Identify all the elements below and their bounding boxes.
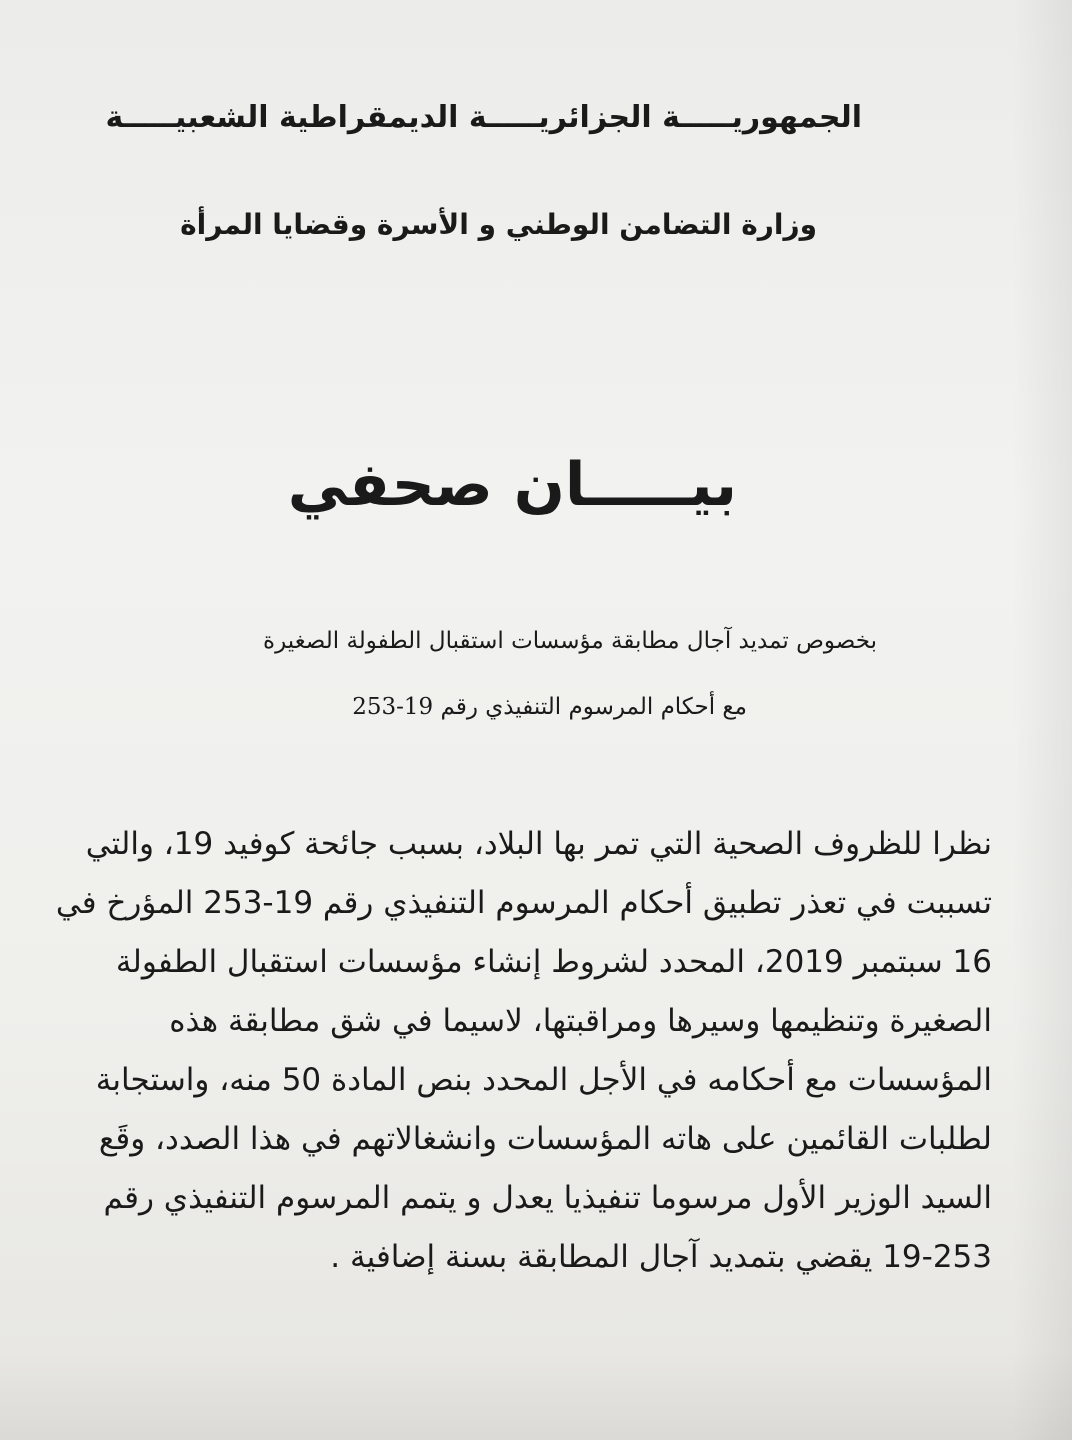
subject-line-1: بخصوص تمديد آجال مطابقة مؤسسات استقبال الطفولة الصغيرة bbox=[263, 628, 877, 654]
ministry-header: وزارة التضامن الوطني و الأسرة وقضايا المرأة bbox=[180, 208, 817, 241]
body-line: المؤسسات مع أحكامه في الأجل المحدد بنص المادة 50 منه، واستجابة bbox=[95, 1062, 992, 1098]
body-line: نظرا للظروف الصحية التي تمر بها البلاد، بسبب جائحة كوفيد 19، والتي bbox=[85, 826, 992, 862]
body-line: السيد الوزير الأول مرسوما تنفيذيا يعدل و يتمم المرسوم التنفيذي رقم bbox=[103, 1180, 992, 1216]
body-line: تسببت في تعذر تطبيق أحكام المرسوم التنفيذي رقم 19-253 المؤرخ في bbox=[55, 885, 992, 921]
body-line: لطلبات القائمين على هاته المؤسسات وانشغالاتهم في هذا الصدد، وقَع bbox=[98, 1121, 992, 1157]
body-line: 16 سبتمبر 2019، المحدد لشروط إنشاء مؤسسات استقبال الطفولة bbox=[115, 944, 992, 980]
body-line: 19-253 يقضي بتمديد آجال المطابقة بسنة إضافية . bbox=[330, 1239, 992, 1275]
document-title: بيـــــان صحفي bbox=[287, 450, 737, 520]
body-paragraph bbox=[55, 815, 992, 1287]
republic-header: الجمهوريـــــة الجزائريـــــة الديمقراطية الشعبيـــــة bbox=[105, 100, 862, 135]
page-shadow bbox=[0, 1350, 1072, 1440]
subject-line-2: مع أحكام المرسوم التنفيذي رقم 19-253 bbox=[352, 694, 747, 720]
body-line: الصغيرة وتنظيمها وسيرها ومراقبتها، لاسيما في شق مطابقة هذه bbox=[169, 1003, 992, 1039]
